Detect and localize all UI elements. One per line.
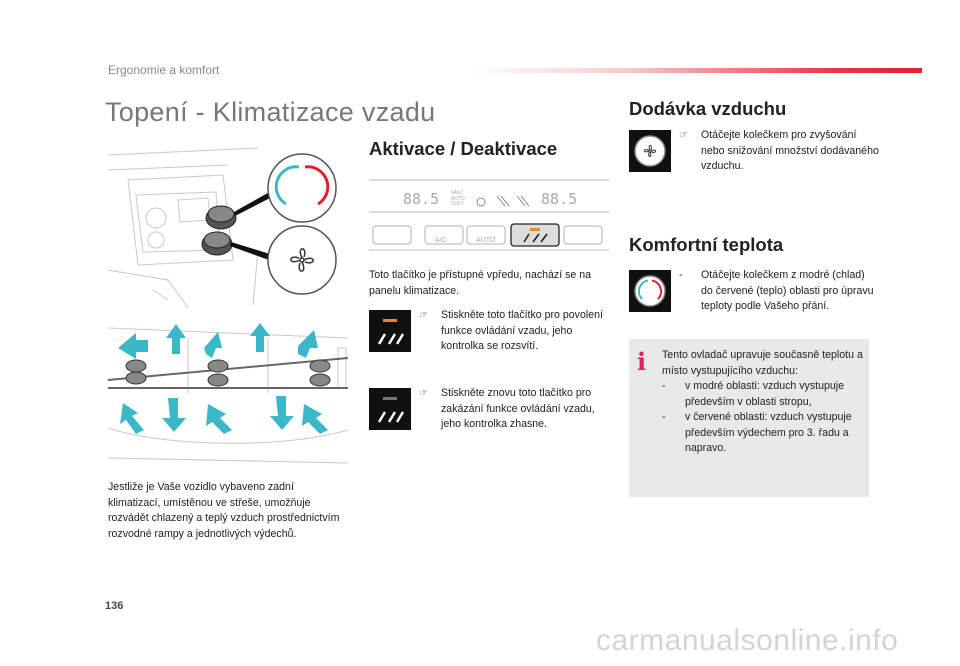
info-item-text: v modré oblasti: vzduch vystupuje především v oblasti stropu, <box>685 380 844 408</box>
mode-soft-label: SOFT <box>451 201 465 207</box>
mode-auto-label: AUTO <box>451 195 465 202</box>
step-enable-text: Stiskněte toto tlačítko pro povolení funkce ovládání vzadu, jeho kontrolka se rozsvítí. <box>441 309 603 352</box>
front-ac-panel <box>369 176 609 256</box>
temperature-knob-icon <box>629 270 671 312</box>
bullet-mark: ☞ <box>419 310 428 321</box>
info-item-blue <box>662 379 867 410</box>
dash-mark: - <box>679 269 683 281</box>
dash-mark: - <box>662 380 666 392</box>
fan-dial-zoom <box>266 224 338 296</box>
activation-heading: Aktivace / Deaktivace <box>369 138 558 159</box>
page-title: Topení - Klimatizace vzadu <box>105 97 436 127</box>
dash-mark: - <box>662 411 666 423</box>
step-disable <box>419 386 609 436</box>
panel-display-left: 88.5 <box>403 190 440 208</box>
panel-ac-label: A/C <box>435 237 447 244</box>
panel-display-right: 88.5 <box>541 190 578 208</box>
air-supply-text: Otáčejte kolečkem pro zvyšování nebo snižování množství dodávaného vzduchu. <box>701 129 879 172</box>
watermark: carmanualsonline.info <box>596 624 899 657</box>
panel-auto-label: AUTO <box>476 237 496 244</box>
step-enable <box>419 308 609 358</box>
fan-knob-icon <box>629 130 671 172</box>
bullet-mark: ☞ <box>679 130 688 141</box>
bullet-mark: ☞ <box>419 388 428 399</box>
air-supply-heading: Dodávka vzduchu <box>629 98 787 119</box>
comfort-temperature-heading: Komfortní teplota <box>629 234 784 255</box>
rear-ac-description: Jestliže je Vaše vozidlo vybaveno zadní klimatizací, umístěnou ve střeše, umožňuje rozvádět chlazený a teplý vzduch prostřednictvím rozvodné rampy a jednotlivých výdechů. <box>108 481 340 540</box>
info-box <box>629 339 869 497</box>
section-label: Ergonomie a komfort <box>108 63 220 77</box>
info-text <box>662 348 867 457</box>
temperature-dial-zoom <box>266 152 338 224</box>
rear-ac-off-icon <box>369 388 411 430</box>
info-item-text: v červené oblasti: vzduch vystupuje především výdechem pro 3. řadu a napravo. <box>685 411 852 454</box>
temperature-text: Otáčejte kolečkem z modré (chlad) do červené (teplo) oblasti pro úpravu teploty podle Vašeho přání. <box>701 269 874 312</box>
header-accent-bar <box>470 68 922 73</box>
info-intro: Tento ovladač upravuje současně teplotu a místo vystupujícího vzduchu: <box>662 349 863 377</box>
airflow-illustration <box>108 318 348 470</box>
air-supply-step <box>679 128 879 178</box>
info-item-red <box>662 410 867 457</box>
temperature-step <box>679 268 879 332</box>
info-icon: i <box>637 347 647 376</box>
step-disable-text: Stiskněte znovu toto tlačítko pro zakázání funkce ovládání vzadu, jeho kontrolka zhasne. <box>441 387 595 430</box>
mode-fast-label: FAST <box>451 190 464 196</box>
page-number: 136 <box>105 600 124 612</box>
rear-ac-on-icon <box>369 310 411 352</box>
activation-intro: Toto tlačítko je přístupné vpředu, nachází se na panelu klimatizace. <box>369 269 592 297</box>
